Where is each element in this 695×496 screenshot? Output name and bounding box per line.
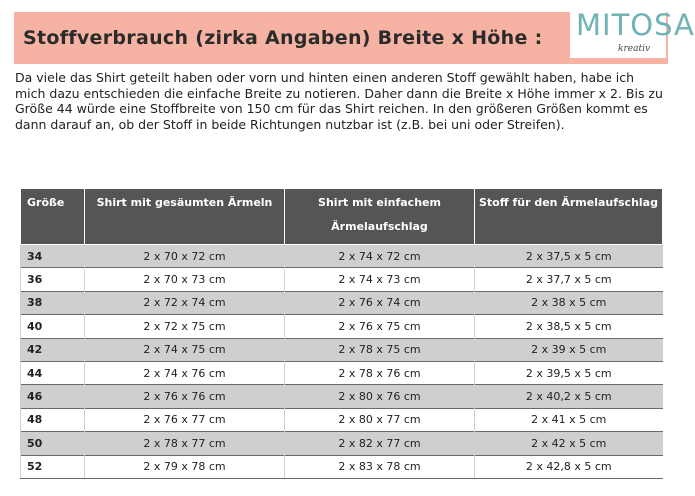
cell-cuff-fabric: 2 x 40,2 x 5 cm bbox=[475, 385, 663, 408]
header-cuff-fabric: Stoff für den Ärmelaufschlag bbox=[475, 189, 663, 245]
table-row bbox=[21, 455, 663, 478]
cell-cuff-shirt: 2 x 78 x 76 cm bbox=[285, 361, 475, 384]
cell-cuff-fabric: 2 x 38,5 x 5 cm bbox=[475, 315, 663, 338]
header-hemmed-sleeves: Shirt mit gesäumten Ärmeln bbox=[85, 189, 285, 245]
cell-hemmed: 2 x 70 x 73 cm bbox=[85, 268, 285, 291]
table-header-row bbox=[21, 189, 663, 245]
table-row bbox=[21, 361, 663, 384]
cell-hemmed: 2 x 72 x 74 cm bbox=[85, 291, 285, 314]
table-row bbox=[21, 432, 663, 455]
table-row bbox=[21, 338, 663, 361]
cell-cuff-shirt: 2 x 78 x 75 cm bbox=[285, 338, 475, 361]
table-row bbox=[21, 385, 663, 408]
cell-cuff-shirt: 2 x 82 x 77 cm bbox=[285, 432, 475, 455]
cell-cuff-shirt: 2 x 76 x 75 cm bbox=[285, 315, 475, 338]
table-row bbox=[21, 408, 663, 431]
cell-size: 34 bbox=[21, 245, 85, 268]
header-simple-cuff: Shirt mit einfachem Ärmelaufschlag bbox=[285, 189, 475, 245]
cell-size: 46 bbox=[21, 385, 85, 408]
cell-size: 36 bbox=[21, 268, 85, 291]
cell-cuff-shirt: 2 x 83 x 78 cm bbox=[285, 455, 475, 478]
logo-wordmark: MITOSA bbox=[576, 8, 695, 42]
brand-logo bbox=[570, 8, 695, 58]
intro-paragraph: Da viele das Shirt geteilt haben oder vorn und hinten einen anderen Stoff gewählt haben, habe ich mich dazu entschieden die einfache Breite zu notieren. Daher dann die Breite x Höhe immer x 2. Bis zu Größe 44 würde eine Stoffbreite von 150 cm für das Shirt reichen. In den größeren Größen kommt es dann darauf an, ob der Stoff in beide Richtungen nutzbar ist (z.B. bei uni oder Streifen). bbox=[15, 70, 663, 132]
cell-cuff-fabric: 2 x 41 x 5 cm bbox=[475, 408, 663, 431]
cell-size: 52 bbox=[21, 455, 85, 478]
cell-cuff-fabric: 2 x 37,7 x 5 cm bbox=[475, 268, 663, 291]
table-row bbox=[21, 291, 663, 314]
cell-size: 44 bbox=[21, 361, 85, 384]
cell-hemmed: 2 x 70 x 72 cm bbox=[85, 245, 285, 268]
cell-size: 48 bbox=[21, 408, 85, 431]
cell-size: 40 bbox=[21, 315, 85, 338]
header-size: Größe bbox=[21, 189, 85, 245]
cell-size: 50 bbox=[21, 432, 85, 455]
logo-tagline: kreativ bbox=[618, 44, 651, 54]
table-row bbox=[21, 245, 663, 268]
cell-cuff-shirt: 2 x 80 x 77 cm bbox=[285, 408, 475, 431]
cell-hemmed: 2 x 74 x 76 cm bbox=[85, 361, 285, 384]
cell-size: 38 bbox=[21, 291, 85, 314]
cell-cuff-fabric: 2 x 37,5 x 5 cm bbox=[475, 245, 663, 268]
cell-cuff-fabric: 2 x 42 x 5 cm bbox=[475, 432, 663, 455]
table-row bbox=[21, 315, 663, 338]
cell-hemmed: 2 x 74 x 75 cm bbox=[85, 338, 285, 361]
cell-hemmed: 2 x 76 x 76 cm bbox=[85, 385, 285, 408]
cell-cuff-shirt: 2 x 80 x 76 cm bbox=[285, 385, 475, 408]
fabric-table bbox=[20, 188, 663, 479]
cell-cuff-fabric: 2 x 39,5 x 5 cm bbox=[475, 361, 663, 384]
cell-hemmed: 2 x 79 x 78 cm bbox=[85, 455, 285, 478]
cell-cuff-fabric: 2 x 38 x 5 cm bbox=[475, 291, 663, 314]
cell-hemmed: 2 x 76 x 77 cm bbox=[85, 408, 285, 431]
page-title: Stoffverbrauch (zirka Angaben) Breite x Höhe : bbox=[23, 27, 543, 49]
cell-cuff-shirt: 2 x 74 x 73 cm bbox=[285, 268, 475, 291]
cell-cuff-fabric: 2 x 42,8 x 5 cm bbox=[475, 455, 663, 478]
cell-cuff-shirt: 2 x 76 x 74 cm bbox=[285, 291, 475, 314]
cell-hemmed: 2 x 72 x 75 cm bbox=[85, 315, 285, 338]
cell-cuff-fabric: 2 x 39 x 5 cm bbox=[475, 338, 663, 361]
cell-cuff-shirt: 2 x 74 x 72 cm bbox=[285, 245, 475, 268]
cell-hemmed: 2 x 78 x 77 cm bbox=[85, 432, 285, 455]
table-row bbox=[21, 268, 663, 291]
cell-size: 42 bbox=[21, 338, 85, 361]
